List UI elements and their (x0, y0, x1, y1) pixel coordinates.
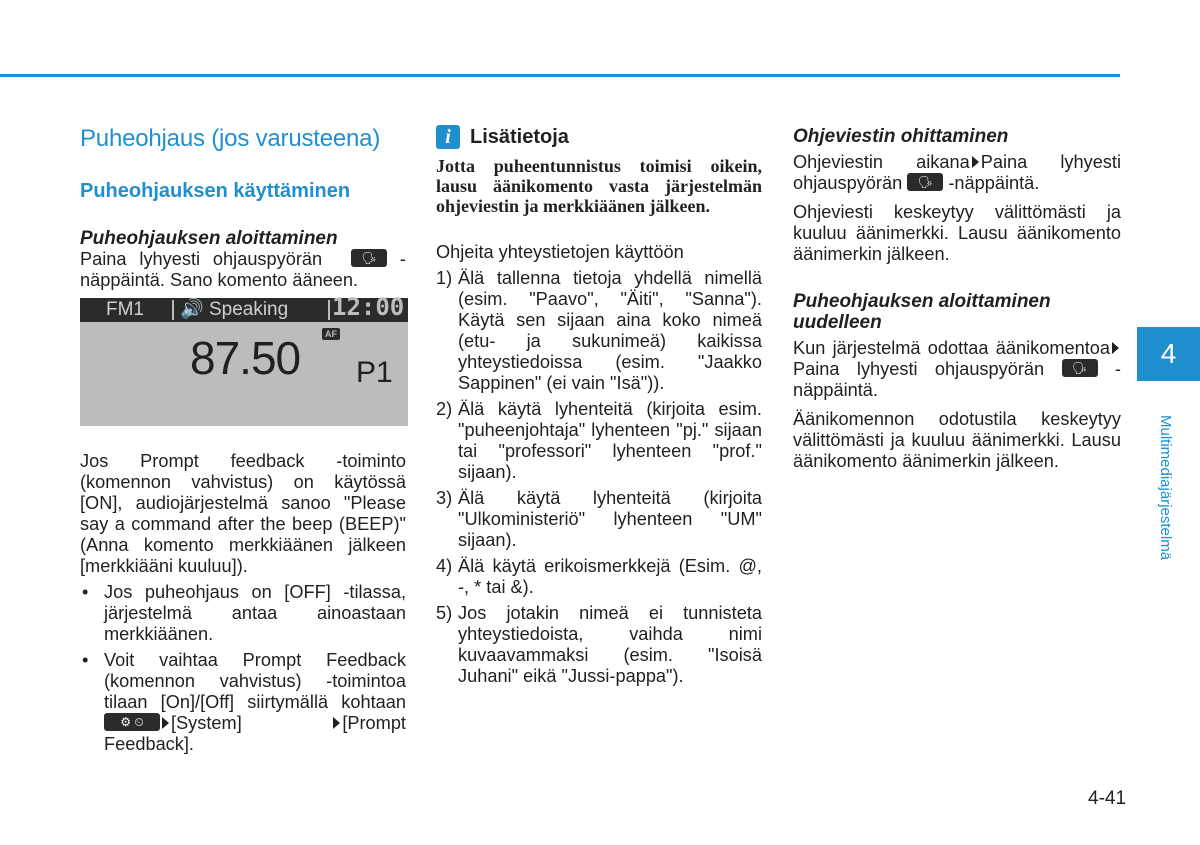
info-header (436, 125, 762, 149)
list-item: 4) Älä käytä erikoismerkkejä (Esim. @, -, * tai &). (436, 556, 762, 597)
setup-button-icon: ⚙ ⏲ (104, 713, 160, 731)
top-rule (0, 74, 1120, 77)
voice-button-icon: 🗣 (1062, 359, 1098, 377)
display-divider (328, 300, 330, 320)
info-title: Lisätietoja (470, 125, 569, 148)
display-af-badge: AF (322, 328, 340, 340)
list-item: • Voit vaihtaa Prompt Feedback (komennon vahvistus) -toimintoa tilaan [On]/[Off] siirtymällä kohtaan ⚙ ⏲ [System] [Prompt Feedback]. (80, 650, 406, 755)
heading-skip: Ohjeviestin ohittaminen (793, 126, 1009, 147)
paragraph-start-text: Paina lyhyesti ohjauspyörän (80, 249, 323, 269)
list-item: 2) Älä käytä lyhenteitä (kirjoita esim. "puheenjohtaja" lyhenteen "pj." sijaan tai "professori" lyhenteen "prof." sijaan). (436, 399, 762, 482)
paragraph-restart-2: Äänikomennon odotustila keskeytyy välittömästi ja kuuluu äänimerkki. Lausu äänikomento äänimerkin jälkeen. (793, 409, 1121, 471)
paragraph-start-text2: -näppäintä. Sano komento ääneen. (80, 249, 406, 290)
column-right (793, 120, 1121, 472)
list-item: 5) Jos jotakin nimeä ei tunnisteta yhteystiedoista, vaihda nimi kuvaavammaksi (esim. "Isoisä Juhani" eikä "Jussi-pappa"). (436, 603, 762, 686)
paragraph-start (80, 249, 406, 291)
heading-start: Puheohjauksen aloittaminen (80, 228, 338, 249)
info-icon: i (436, 125, 460, 149)
bullet-list (80, 582, 406, 755)
display-band: FM1 (106, 299, 144, 320)
list-item: • Jos puheohjaus on [OFF] -tilassa, järjestelmä antaa ainoastaan merkkiäänen. (80, 582, 406, 645)
arrow-right-icon (162, 717, 169, 729)
chapter-tab: 4 (1137, 327, 1200, 381)
speaker-icon: 🔊 (180, 299, 204, 320)
display-divider (172, 300, 174, 320)
section-subtitle: Puheohjauksen käyttäminen (80, 180, 351, 202)
column-left (80, 120, 406, 755)
numbered-list (436, 268, 762, 687)
page-number: 4-41 (1088, 788, 1127, 809)
list-item: 3) Älä käytä lyhenteitä (kirjoita "Ulkoministeriö" lyhenteen "UM" sijaan). (436, 488, 762, 550)
arrow-right-icon (972, 156, 979, 168)
chapter-side-title: Multimediajärjestelmä (1157, 415, 1174, 561)
section-title: Puheohjaus (jos varusteena) (80, 125, 381, 152)
display-time: 12:00 (332, 293, 405, 321)
list-intro: Ohjeita yhteystietojen käyttöön (436, 242, 684, 262)
paragraph-prompt-feedback: Jos Prompt feedback -toiminto (komennon vahvistus) on käytössä [ON], audiojärjestelmä sanoo "Please say a command after the beep (BEEP)" (Anna komento merkkiäänen jälkeen [merkkiääni kuuluu]). (80, 451, 406, 576)
voice-button-icon: 🗣 (907, 173, 943, 191)
display-frequency: 87.50 (190, 332, 301, 384)
display-status: 🔊 Speaking (180, 299, 289, 320)
arrow-right-icon (333, 717, 340, 729)
info-note: Jotta puheentunnistus toimisi oikein, lausu äänikomento vasta järjestelmän ohjeviestin ja merkkiäänen jälkeen. (436, 156, 762, 216)
paragraph-restart: Kun järjestelmä odottaa äänikomentoaPaina lyhyesti ohjauspyörän 🗣 -näppäintä. (793, 338, 1121, 400)
column-middle (436, 120, 762, 687)
list-item: 1) Älä tallenna tietoja yhdellä nimellä (esim. "Paavo", "Äiti", "Sanna"). Käytä sen sijaan aina koko nimeä (etu- ja sukunimeä) kaikissa yhteystiedoissa (esim. "Jaakko Sappinen" (ei vain "Isä")). (436, 268, 762, 393)
display-preset: P1 (356, 356, 393, 389)
paragraph-skip: Ohjeviestin aikana Paina lyhyesti ohjauspyörän 🗣 -näppäintä. (793, 152, 1121, 193)
radio-display-screen (80, 293, 408, 426)
heading-restart: Puheohjauksen aloittaminen uudelleen (793, 291, 1051, 333)
voice-button-icon: 🗣 (351, 249, 387, 267)
paragraph-skip-2: Ohjeviesti keskeytyy välittömästi ja kuuluu äänimerkki. Lausu äänikomento äänimerkin jälkeen. (793, 202, 1121, 264)
arrow-right-icon (1112, 342, 1119, 354)
